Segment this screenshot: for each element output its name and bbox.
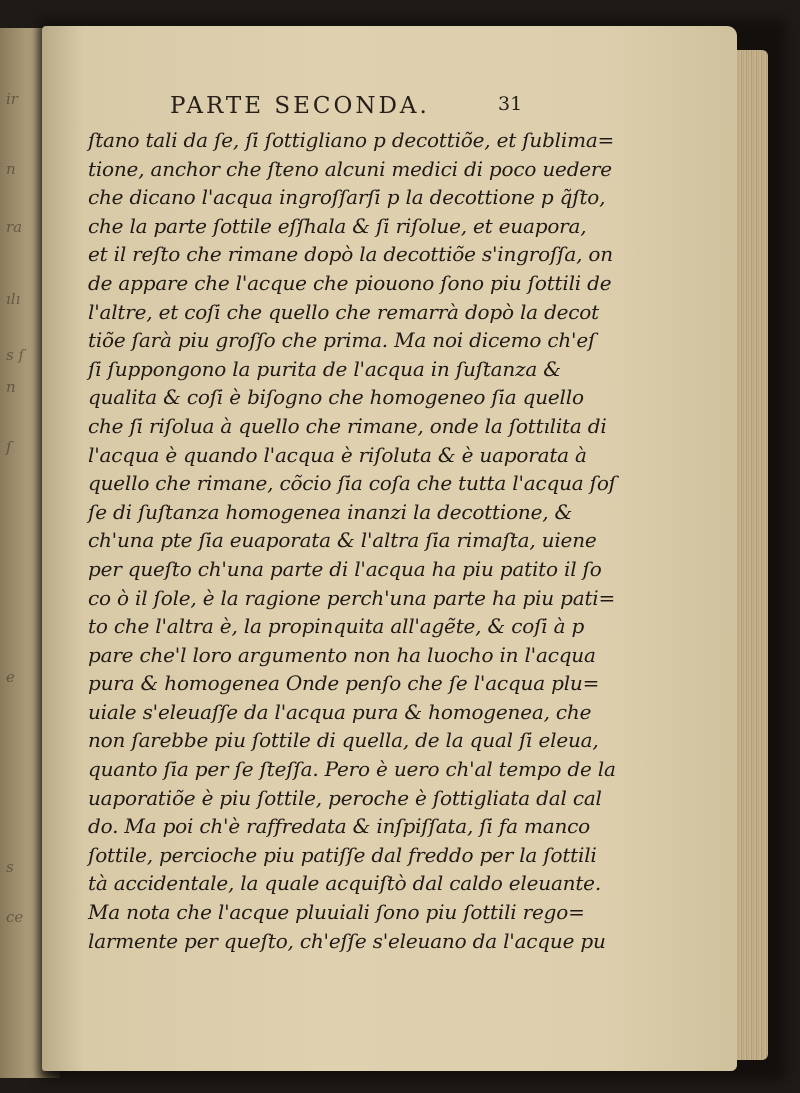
text-line: che la parte ſottile eſſhala & ſi riſolue, et euapora, bbox=[88, 213, 587, 238]
left-page-fragment: ir bbox=[6, 90, 18, 108]
text-line: quanto ſia per ſe ſteſſa. Pero è uero ch'al tempo de la bbox=[88, 757, 616, 782]
text-line: tà accidentale, la quale acquiſtò dal caldo eleuante. bbox=[88, 871, 601, 896]
text-line: pura & homogenea Onde penſo che ſe l'acqua plu= bbox=[88, 671, 600, 696]
text-line: tiõe ſarà piu groſſo che prima. Ma noi dicemo ch'eſ bbox=[88, 328, 596, 353]
running-head: PARTE SECONDA. bbox=[170, 93, 430, 119]
text-line: l'acqua è quando l'acqua è riſoluta & è uaporata à bbox=[88, 442, 587, 467]
text-line: ſtano tali da ſe, ſi ſottigliano p decottiõe, et ſublima= bbox=[88, 128, 615, 152]
text-line: co ò il ſole, è la ragione perch'una parte ha piu pati= bbox=[88, 585, 616, 610]
text-line: tione, anchor che ſteno alcuni medici di poco uedere bbox=[88, 156, 612, 181]
text-line: ſottile, percioche piu patiſſe dal freddo per la ſottili bbox=[88, 842, 597, 867]
text-line: quello che rimane, cõcio ſia coſa che tutta l'acqua ſoſ bbox=[88, 471, 616, 496]
text-line: non ſarebbe piu ſottile di quella, de la qual ſi eleua, bbox=[88, 728, 599, 753]
folio-number: 31 bbox=[498, 93, 523, 115]
text-line: che ſi riſolua à quello che rimane, onde la ſottılita di bbox=[88, 413, 607, 438]
left-page-fragment: ra bbox=[6, 218, 23, 236]
text-line: Ma nota che l'acque pluuiali ſono piu ſottili rego= bbox=[88, 900, 585, 925]
text-line: qualita & coſi è biſogno che homogeneo ſia quello bbox=[88, 385, 584, 410]
text-line: larmente per queſto, ch'eſſe s'eleuano da l'acque pu bbox=[88, 928, 606, 953]
text-line: ch'una pte ſia euaporata & l'altra ſia rimaſta, uiene bbox=[88, 528, 597, 553]
text-line: de appare che l'acque che piouono ſono piu ſottili de bbox=[88, 270, 612, 295]
left-page-fragment: s bbox=[6, 858, 14, 876]
text-line: et il reſto che rimane dopò la decottiõe s'ingroſſa, on bbox=[88, 242, 613, 267]
left-page-fragment: ce bbox=[6, 908, 24, 926]
text-line: per queſto ch'una parte di l'acqua ha piu patito il ſo bbox=[88, 556, 602, 581]
left-page-fragment: n bbox=[6, 378, 16, 396]
left-page-fragment: s ſ bbox=[6, 346, 25, 364]
left-page-fragment: ılı bbox=[6, 290, 21, 308]
text-line: to che l'altra è, la propinquita all'agẽte, & coſi à p bbox=[88, 614, 585, 639]
text-line: do. Ma poi ch'è raffredata & inſpiſſata, ſi fa manco bbox=[88, 814, 590, 839]
left-page-fragment: e bbox=[6, 668, 15, 686]
text-line: uaporatiõe è piu ſottile, peroche è ſottigliata dal cal bbox=[88, 785, 602, 810]
left-page-fragment: n bbox=[6, 160, 16, 178]
text-line: uiale s'eleuaſſe da l'acqua pura & homogenea, che bbox=[88, 699, 592, 724]
text-line: pare che'l loro argumento non ha luocho in l'acqua bbox=[88, 642, 596, 667]
text-line: ſe di ſuſtanza homogenea inanzi la decottione, & bbox=[88, 499, 573, 524]
text-line: ſi ſuppongono la purita de l'acqua in ſuſtanza & bbox=[88, 356, 561, 381]
left-page-fragment: ſ bbox=[6, 438, 12, 456]
text-line: l'altre, et coſi che quello che remarrà dopò la decot bbox=[88, 299, 599, 324]
body-text bbox=[88, 126, 648, 955]
text-line: che dicano l'acqua ingroſſarſi p la decottione p q̃ſto, bbox=[88, 185, 606, 210]
